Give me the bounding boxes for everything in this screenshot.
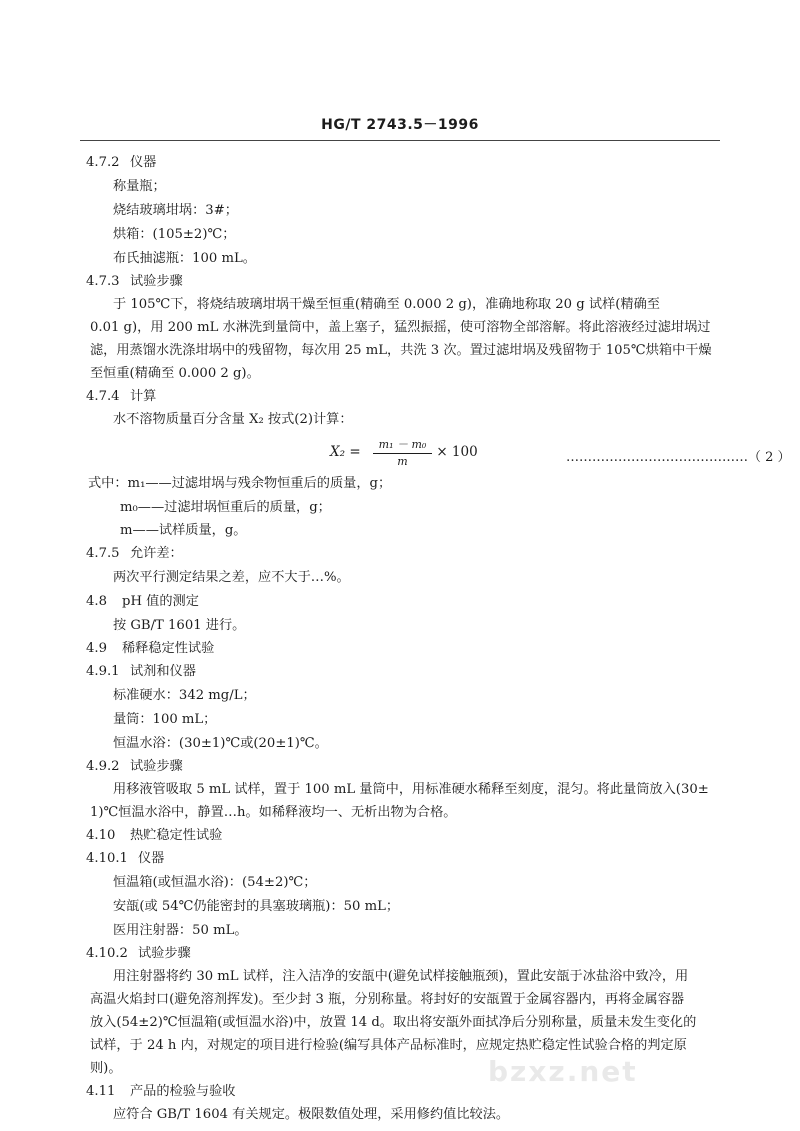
section-heading-4-10-1 <box>86 851 164 867</box>
list-item: 烘箱：(105±2)℃； <box>113 227 236 242</box>
section-number: 4.11 <box>86 1084 116 1099</box>
paragraph-line: 用移液管吸取 5 mL 试样，置于 100 mL 量筒中，用标准硬水稀释至刻度，混匀。将此量筒放入(30± <box>113 782 709 797</box>
section-heading-4-9-2 <box>86 759 183 775</box>
section-number: 4.8 <box>86 594 107 609</box>
section-number: 4.7.4 <box>86 389 120 404</box>
section-number: 4.7.3 <box>86 274 120 289</box>
standard-code-header: HG/T 2743.5－1996 <box>321 117 479 133</box>
watermark: bzxz.net <box>488 1055 638 1088</box>
paragraph-line: 应符合 GB/T 1604 有关规定。极限数值处理，采用修约值比较法。 <box>113 1107 510 1122</box>
section-title: 稀释稳定性试验 <box>122 641 215 656</box>
section-heading-4-8 <box>86 594 199 610</box>
paragraph-line: 1)℃恒温水浴中，静置…h。如稀释液均一、无析出物为合格。 <box>90 805 457 820</box>
section-heading-4-10-2 <box>86 946 191 962</box>
section-title: 仪器 <box>138 851 165 866</box>
paragraph-line: 用注射器将约 30 mL 试样，注入洁净的安瓿中(避免试样接触瓶颈)，置此安瓿于冰盐浴中致冷，用 <box>113 969 689 984</box>
paragraph-line: 至恒重(精确至 0.000 2 g)。 <box>90 366 260 381</box>
paragraph-line: 按 GB/T 1601 进行。 <box>113 618 246 633</box>
section-number: 4.7.5 <box>86 546 120 561</box>
paragraph-line: 两次平行测定结果之差，应不大于…%。 <box>113 570 350 585</box>
header-rule <box>80 140 720 141</box>
paragraph-line: 则)。 <box>90 1061 122 1076</box>
list-item: 布氏抽滤瓶：100 mL。 <box>113 251 256 266</box>
section-number: 4.9.1 <box>86 664 120 679</box>
section-number: 4.7.2 <box>86 155 120 170</box>
list-item: 量筒：100 mL； <box>113 712 217 727</box>
list-item: 安瓿(或 54℃仍能密封的具塞玻璃瓶)：50 mL； <box>113 899 400 914</box>
variable-definition: m——试样质量，g。 <box>120 523 247 538</box>
formula-intro: 水不溶物质量百分含量 X₂ 按式(2)计算： <box>113 412 353 427</box>
section-title: 仪器 <box>130 155 157 170</box>
section-title: 产品的检验与验收 <box>130 1084 236 1099</box>
formula-numerator: m₁ － m₀ <box>373 436 433 454</box>
section-title: 允许差： <box>130 546 183 561</box>
section-title: 试验步骤 <box>138 946 191 961</box>
formula-fraction <box>373 436 433 468</box>
paragraph-line: 试样，于 24 h 内，对规定的项目进行检验(编写具体产品标准时，应规定热贮稳定性试验合格的判定原 <box>90 1038 687 1053</box>
section-title: 热贮稳定性试验 <box>130 828 223 843</box>
variable-definition: m₀——过滤坩埚恒重后的质量，g； <box>120 500 331 515</box>
paragraph-line: 于 105℃下，将烧结玻璃坩埚干燥至恒重(精确至 0.000 2 g)，准确地称取 20 g 试样(精确至 <box>113 297 660 312</box>
paragraph-line: 0.01 g)，用 200 mL 水淋洗到量筒中，盖上塞子，猛烈振摇，使可溶物全部溶解。将此溶液经过滤坩埚过 <box>90 320 711 335</box>
section-heading-4-7-3 <box>86 274 183 290</box>
formula-lhs: X₂ = <box>330 444 361 460</box>
equation-number: ……………………………………（ 2 ） <box>566 450 791 465</box>
section-heading-4-11 <box>86 1084 236 1100</box>
section-heading-4-7-2 <box>86 155 156 171</box>
variable-definition: 式中：m₁——过滤坩埚与残余物恒重后的质量，g； <box>88 476 392 491</box>
section-number: 4.10.2 <box>86 946 128 961</box>
formula-factor: × 100 <box>436 444 478 460</box>
list-item: 恒温箱(或恒温水浴)：(54±2)℃； <box>113 875 317 890</box>
list-item: 称量瓶； <box>113 179 166 194</box>
list-item: 烧结玻璃坩埚：3#； <box>113 203 238 218</box>
section-number: 4.9.2 <box>86 759 120 774</box>
paragraph-line: 放入(54±2)℃恒温箱(或恒温水浴)中，放置 14 d。取出将安瓿外面拭净后分别称量，质量未发生变化的 <box>90 1015 697 1030</box>
section-title: pH 值的测定 <box>122 594 199 609</box>
formula-denominator: m <box>397 455 408 468</box>
section-title: 计算 <box>130 389 157 404</box>
section-title: 试验步骤 <box>130 759 183 774</box>
section-number: 4.9 <box>86 641 107 656</box>
section-number: 4.10 <box>86 828 116 843</box>
paragraph-line: 高温火焰封口(避免溶剂挥发)。至少封 3 瓶，分别称量。将封好的安瓿置于金属容器内，再将金属容器 <box>90 992 685 1007</box>
list-item: 恒温水浴：(30±1)℃或(20±1)℃。 <box>113 736 328 751</box>
section-heading-4-9-1 <box>86 664 196 680</box>
section-heading-4-9 <box>86 641 214 657</box>
list-item: 标准硬水：342 mg/L； <box>113 688 256 703</box>
section-heading-4-10 <box>86 828 222 844</box>
paragraph-line: 滤，用蒸馏水洗涤坩埚中的残留物，每次用 25 mL，共洗 3 次。置过滤坩埚及残留物于 105℃烘箱中干燥 <box>90 343 712 358</box>
section-title: 试剂和仪器 <box>130 664 196 679</box>
list-item: 医用注射器：50 mL。 <box>113 923 248 938</box>
section-heading-4-7-5 <box>86 546 183 562</box>
section-heading-4-7-4 <box>86 389 156 405</box>
formula-2 <box>330 436 478 468</box>
section-number: 4.10.1 <box>86 851 128 866</box>
section-title: 试验步骤 <box>130 274 183 289</box>
